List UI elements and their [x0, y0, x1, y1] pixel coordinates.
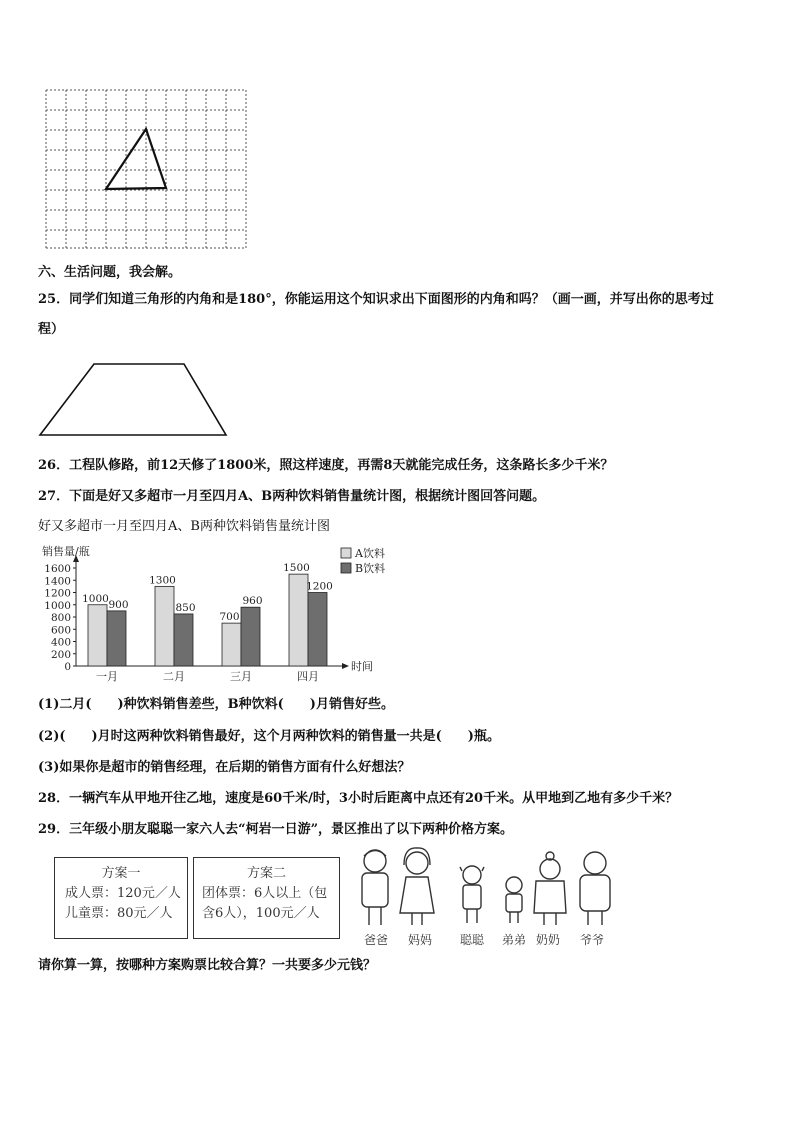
section-heading: 六、生活问题，我会解。	[38, 265, 182, 280]
y-tick-label: 1200	[44, 587, 71, 600]
plan-two-line2: 含6人），100元／人	[202, 906, 320, 921]
question-26: 26．工程队修路，前12天修了1800米，照这样速度，再需8天就能完成任务，这条路长多少千米？	[38, 458, 614, 473]
grandpa-figure	[580, 852, 610, 925]
y-tick-label: 800	[50, 612, 71, 624]
x-tick-label: 三月	[230, 670, 252, 682]
question-25-line1: 25．同学们知道三角形的内角和是180°，你能运用这个知识求出下面图形的内角和吗？（画一画，并写出你的思考过	[38, 292, 714, 307]
bar-value-label: 900	[108, 598, 129, 611]
plan-one-title: 方案一	[101, 866, 141, 881]
bar-a	[155, 586, 174, 666]
bar-value-label: 700	[219, 611, 240, 624]
grid-with-triangle	[44, 88, 250, 252]
bar-value-label: 1500	[283, 562, 310, 575]
question-25-line2: 程）	[38, 322, 65, 337]
brother-figure	[506, 877, 522, 923]
bar-b	[308, 593, 327, 667]
bar-value-label: 1200	[306, 580, 333, 593]
plan-two-line1: 团体票：6人以上（包	[202, 886, 328, 901]
bar-b	[107, 611, 126, 666]
grandma-figure	[534, 852, 566, 925]
mom-figure	[400, 848, 434, 925]
y-tick-label: 1000	[44, 599, 71, 612]
x-tick-label: 一月	[96, 670, 118, 682]
bar-value-label: 1000	[82, 592, 109, 605]
x-tick-label: 二月	[163, 670, 185, 682]
plan-one-adult: 成人票：120元／人	[65, 886, 181, 901]
y-tick-label: 0	[64, 661, 71, 673]
family-label-congcong: 聪聪	[460, 933, 485, 947]
question-29-ask: 请你算一算，按哪种方案购票比较合算？一共要多少元钱？	[38, 958, 377, 973]
x-tick-label: 四月	[297, 670, 319, 682]
question-27-sub2: (2)( )月时这两种饮料销售最好，这个月两种饮料的销售量一共是( )瓶。	[38, 729, 500, 744]
y-tick-label: 1400	[44, 575, 71, 588]
bar-value-label: 850	[175, 601, 196, 614]
bar-value-label: 960	[242, 595, 263, 608]
chart-caption: 好又多超市一月至四月A、B两种饮料销售量统计图	[38, 519, 330, 534]
x-axis-arrow	[342, 663, 349, 669]
plan-two-title: 方案二	[246, 866, 286, 881]
question-27-intro: 27．下面是好又多超市一月至四月A、B两种饮料销售量统计图，根据统计图回答问题。	[38, 489, 546, 504]
family-label-mom: 妈妈	[408, 933, 433, 947]
family-illustration	[350, 845, 620, 931]
plan-one-box	[54, 857, 188, 939]
family-label-dad: 爸爸	[364, 933, 389, 947]
family-label-brother: 弟弟	[502, 933, 527, 947]
trapezoid-figure	[36, 360, 232, 440]
bar-value-label: 1300	[149, 574, 176, 587]
trapezoid-shape	[40, 364, 226, 435]
bar-a	[222, 623, 241, 666]
bar-b	[174, 614, 193, 666]
y-tick-label: 600	[50, 624, 71, 637]
plan-one-child: 儿童票：80元／人	[65, 906, 173, 921]
x-axis-label: 时间	[351, 660, 373, 673]
y-tick-label: 400	[50, 636, 71, 649]
dad-figure	[362, 850, 388, 925]
legend-label: A饮料	[355, 547, 385, 560]
triangle-shape	[106, 129, 166, 189]
question-27-sub1: (1)二月( )种饮料销售差些，B种饮料( )月销售好些。	[38, 697, 394, 712]
legend-label: B饮料	[355, 562, 386, 575]
family-label-grandma: 奶奶	[536, 933, 561, 947]
bar-a	[88, 605, 107, 666]
y-tick-label: 200	[50, 648, 71, 661]
family-label-grandpa: 爷爷	[580, 933, 605, 947]
legend-swatch	[341, 563, 351, 573]
y-tick-label: 1600	[44, 563, 71, 575]
legend-swatch	[341, 548, 351, 558]
y-axis-label: 销售量/瓶	[42, 545, 90, 558]
bar-chart	[36, 542, 386, 682]
plan-two-box	[193, 857, 340, 939]
question-28: 28．一辆汽车从甲地开往乙地，速度是60千米/时，3小时后距离中点还有20千米。从甲地到乙地有多少千米？	[38, 791, 679, 806]
congcong-figure	[460, 866, 484, 923]
question-29-intro: 29．三年级小朋友聪聪一家六人去“柯岩一日游”，景区推出了以下两种价格方案。	[38, 822, 514, 837]
question-27-sub3: (3)如果你是超市的销售经理，在后期的销售方面有什么好想法？	[38, 760, 411, 775]
bar-b	[241, 607, 260, 666]
